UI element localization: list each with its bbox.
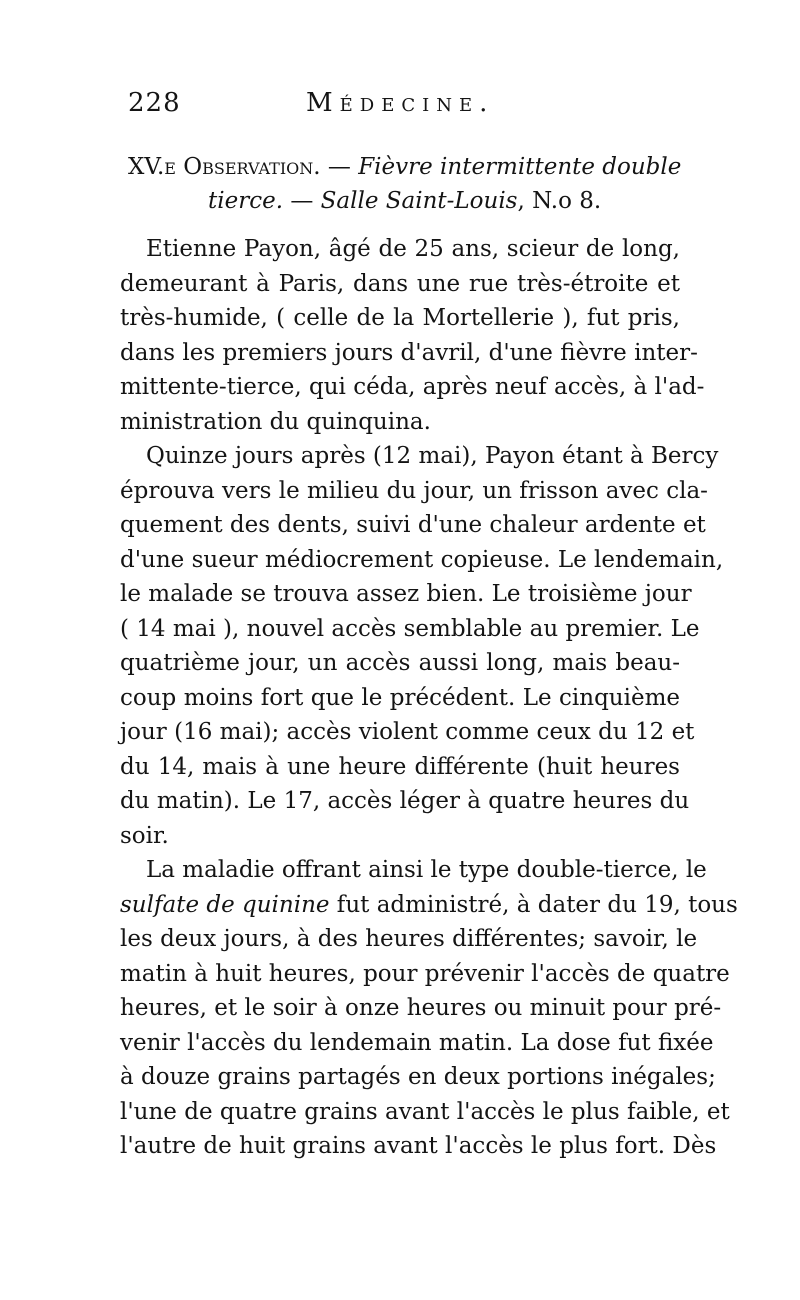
text-line: Etienne Payon, âgé de 25 ans, scieur de long, (146, 236, 680, 262)
text-line: coup moins fort que le précédent. Le cinquième (120, 684, 680, 711)
paragraph-3 (120, 853, 738, 1164)
ward-name: Salle Saint-Louis (320, 188, 518, 214)
bed-number: , N.o 8. (517, 188, 602, 214)
text-line: heures, et le soir à onze heures ou minuit pour pré- (120, 995, 722, 1021)
text-line: ( 14 mai ), nouvel accès semblable au premier. Le (120, 615, 700, 642)
text-line: l'autre de huit grains avant l'accès le plus fort. Dès (120, 1133, 717, 1159)
observation-number: XV.e Observation. (128, 154, 321, 180)
text-line: à douze grains partagés en deux portions inégales; (120, 1064, 716, 1090)
text-line: soir. (120, 822, 169, 849)
text-line: jour (16 mai); accès violent comme ceux du 12 et (120, 719, 695, 745)
text-line: l'une de quatre grains avant l'accès le plus faible, et (120, 1098, 730, 1125)
text-line: Quinze jours après (12 mai), Payon étant à Bercy (146, 443, 719, 469)
text-span: fut administré, à dater du 19, tous (329, 891, 738, 918)
page-number: 228 (128, 88, 181, 118)
observation-title: Fièvre intermittente double (358, 154, 682, 180)
heading-dash-2: — (283, 188, 321, 214)
running-title: Médecine. (306, 88, 495, 118)
heading-dash: — (320, 154, 359, 180)
text-line: du 14, mais à une heure différente (huit heures (120, 753, 680, 780)
text-line: venir l'accès du lendemain matin. La dose fut fixée (120, 1029, 714, 1056)
observation-heading (128, 150, 688, 218)
text-line: quatrième jour, un accès aussi long, mais beau- (120, 650, 680, 676)
text-line: du matin). Le 17, accès léger à quatre heures du (120, 788, 690, 814)
text-line: La maladie offrant ainsi le type double-tierce, le (146, 857, 707, 883)
text-line: quement des dents, suivi d'une chaleur ardente et (120, 512, 706, 538)
text-line (120, 888, 738, 923)
text-line: d'une sueur médiocrement copieuse. Le lendemain, (120, 546, 724, 573)
text-line: très-humide, ( celle de la Mortellerie ), fut pris, (120, 305, 680, 331)
text-line: mittente-tierce, qui céda, après neuf accès, à l'ad- (120, 374, 705, 400)
paragraph-2 (120, 439, 724, 853)
text-line: les deux jours, à des heures différentes; savoir, le (120, 926, 698, 952)
page-header (128, 88, 668, 128)
text-line: demeurant à Paris, dans une rue très-étroite et (120, 270, 680, 297)
text-line: matin à huit heures, pour prévenir l'accès de quatre (120, 960, 730, 987)
paragraph-1 (120, 232, 705, 439)
body-text (120, 232, 738, 1164)
text-line: le malade se trouva assez bien. Le troisième jour (120, 581, 692, 607)
observation-heading-line2 (128, 184, 688, 218)
drug-name: sulfate de quinine (120, 891, 330, 918)
text-line: ministration du quinquina. (120, 408, 431, 435)
text-line: éprouva vers le milieu du jour, un frisson avec cla- (120, 477, 708, 504)
observation-title-cont: tierce. (208, 188, 284, 214)
text-line: dans les premiers jours d'avril, d'une fièvre inter- (120, 339, 698, 366)
